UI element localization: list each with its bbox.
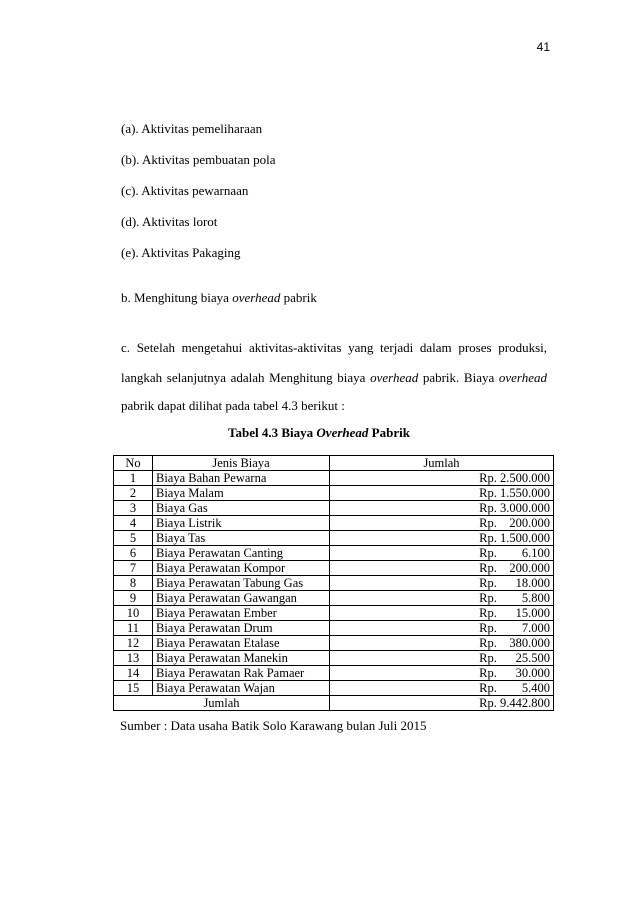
table-row [114, 471, 554, 486]
list-item: (d). Aktivitas lorot [121, 214, 218, 229]
row-name: Biaya Perawatan Wajan [153, 681, 330, 696]
row-no: 13 [114, 651, 153, 666]
row-no: 9 [114, 591, 153, 606]
table-row [114, 621, 554, 636]
table-row [114, 531, 554, 546]
list-item: (e). Aktivitas Pakaging [121, 245, 241, 260]
row-no: 15 [114, 681, 153, 696]
row-amount: Rp. 25.500 [330, 651, 554, 666]
row-amount: Rp. 30.000 [330, 666, 554, 681]
section-b-heading: b. Menghitung biaya overhead pabrik [121, 290, 317, 305]
row-amount: Rp. 3.000.000 [330, 501, 554, 516]
row-no: 5 [114, 531, 153, 546]
row-name: Biaya Perawatan Gawangan [153, 591, 330, 606]
page-number: 41 [536, 40, 550, 54]
table-row [114, 561, 554, 576]
row-no: 11 [114, 621, 153, 636]
row-no: 1 [114, 471, 153, 486]
table-row [114, 546, 554, 561]
table-row [114, 666, 554, 681]
row-amount: Rp. 200.000 [330, 561, 554, 576]
table-row [114, 516, 554, 531]
section-c-line-3: pabrik dapat dilihat pada tabel 4.3 berikut : [121, 398, 345, 413]
header-jenis-biaya: Jenis Biaya [153, 456, 330, 471]
row-name: Biaya Perawatan Ember [153, 606, 330, 621]
row-no: 3 [114, 501, 153, 516]
row-name: Biaya Gas [153, 501, 330, 516]
table-row [114, 591, 554, 606]
total-label: Jumlah [114, 696, 330, 711]
table-caption: Tabel 4.3 Biaya Overhead Pabrik [228, 425, 410, 440]
row-amount: Rp. 18.000 [330, 576, 554, 591]
table-row [114, 576, 554, 591]
row-name: Biaya Perawatan Manekin [153, 651, 330, 666]
row-no: 10 [114, 606, 153, 621]
list-item: (c). Aktivitas pewarnaan [121, 183, 249, 198]
row-name: Biaya Tas [153, 531, 330, 546]
row-name: Biaya Malam [153, 486, 330, 501]
row-amount: Rp. 15.000 [330, 606, 554, 621]
row-amount: Rp. 200.000 [330, 516, 554, 531]
table-total-row [114, 696, 554, 711]
row-name: Biaya Perawatan Canting [153, 546, 330, 561]
table-row [114, 501, 554, 516]
row-no: 2 [114, 486, 153, 501]
row-name: Biaya Bahan Pewarna [153, 471, 330, 486]
overhead-cost-table [113, 455, 554, 711]
table-row [114, 606, 554, 621]
row-no: 12 [114, 636, 153, 651]
table-row [114, 681, 554, 696]
row-name: Biaya Perawatan Tabung Gas [153, 576, 330, 591]
table-row [114, 636, 554, 651]
row-name: Biaya Perawatan Drum [153, 621, 330, 636]
row-no: 14 [114, 666, 153, 681]
row-amount: Rp. 1.500.000 [330, 531, 554, 546]
row-amount: Rp. 380.000 [330, 636, 554, 651]
table-header-row [114, 456, 554, 471]
row-no: 8 [114, 576, 153, 591]
row-name: Biaya Listrik [153, 516, 330, 531]
row-amount: Rp. 5.800 [330, 591, 554, 606]
row-amount: Rp. 7.000 [330, 621, 554, 636]
row-no: 6 [114, 546, 153, 561]
section-c-line-2: langkah selanjutnya adalah Menghitung biaya overhead pabrik. Biaya overhead [121, 370, 547, 385]
row-amount: Rp. 2.500.000 [330, 471, 554, 486]
row-amount: Rp. 6.100 [330, 546, 554, 561]
row-amount: Rp. 5.400 [330, 681, 554, 696]
section-c-line-1: c. Setelah mengetahui aktivitas-aktivitas yang terjadi dalam proses produksi, [121, 340, 547, 355]
row-name: Biaya Perawatan Etalase [153, 636, 330, 651]
row-no: 4 [114, 516, 153, 531]
row-amount: Rp. 1.550.000 [330, 486, 554, 501]
total-amount: Rp. 9.442.800 [330, 696, 554, 711]
source-note: Sumber : Data usaha Batik Solo Karawang bulan Juli 2015 [120, 718, 427, 733]
row-name: Biaya Perawatan Rak Pamaer [153, 666, 330, 681]
header-jumlah: Jumlah [330, 456, 554, 471]
table-row [114, 486, 554, 501]
header-no: No [114, 456, 153, 471]
row-name: Biaya Perawatan Kompor [153, 561, 330, 576]
list-item: (a). Aktivitas pemeliharaan [121, 121, 263, 136]
table-row [114, 651, 554, 666]
list-item: (b). Aktivitas pembuatan pola [121, 152, 276, 167]
row-no: 7 [114, 561, 153, 576]
